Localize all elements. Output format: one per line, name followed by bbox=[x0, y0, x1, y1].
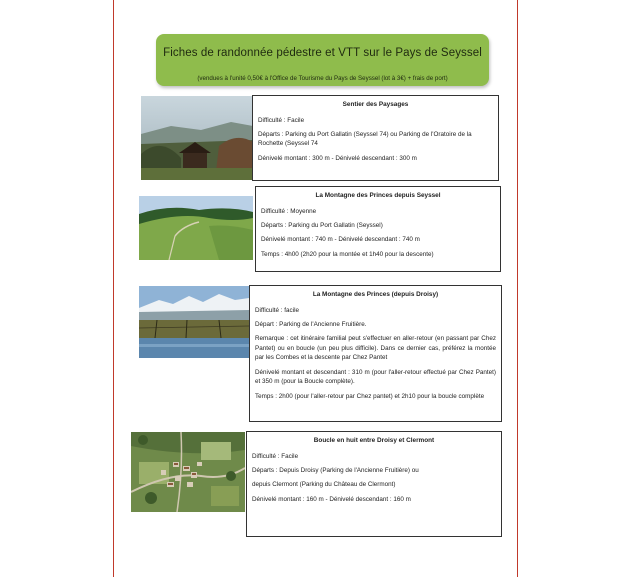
trail-elevation: Dénivelé montant et descendant : 310 m (pour l'aller-retour effectué par Chez Pantet) et 350 m (pour la Boucle complète). bbox=[255, 368, 496, 386]
trail-elevation: Dénivelé montant : 740 m - Dénivelé descendant : 740 m bbox=[261, 236, 420, 244]
trail-photo-princes-seyssel bbox=[139, 196, 253, 260]
trail-departs: Départ : Parking de l'Ancienne Fruitière. bbox=[255, 321, 367, 329]
trail-difficulty: Difficulté : facile bbox=[255, 306, 299, 314]
trail-card-princes-droisy bbox=[249, 285, 502, 422]
trail-card-boucle-huit bbox=[246, 431, 502, 537]
trail-title: La Montagne des Princes (depuis Droisy) bbox=[312, 291, 439, 298]
trail-title: Boucle en huit entre Droisy et Clermont bbox=[313, 437, 435, 444]
trail-time: Temps : 2h00 (pour l'aller-retour par Chez pantet) et 2h10 pour la boucle complète bbox=[255, 392, 485, 400]
trail-photo-princes-droisy bbox=[139, 286, 249, 358]
trail-photo-paysages bbox=[141, 96, 253, 180]
trail-card-princes-seyssel bbox=[255, 186, 501, 272]
banner-subtitle: (vendues à l'unité 0,50€ à l'Office de Tourisme du Pays de Seyssel (lot à 3€) + frais de port) bbox=[197, 75, 448, 82]
document-page bbox=[113, 0, 518, 577]
title-banner bbox=[156, 34, 489, 86]
trail-photo-boucle-huit bbox=[131, 432, 245, 512]
trail-elevation: Dénivelé montant : 160 m - Dénivelé descendant : 160 m bbox=[252, 495, 411, 503]
trail-departs: Départs : Parking du Port Gallatin (Seyssel) bbox=[261, 222, 383, 230]
banner-title: Fiches de randonnée pédestre et VTT sur le Pays de Seyssel bbox=[163, 47, 482, 59]
trail-departs: Départs : Parking du Port Gallatin (Seyssel 74) ou Parking de l'Oratoire de la Rochette (Seyssel 74 bbox=[258, 131, 472, 148]
trail-difficulty: Difficulté : Moyenne bbox=[261, 207, 317, 215]
trail-remark: Remarque : cet itinéraire familial peut s'effectuer en aller-retour (en passant par Chez Pantet) ou en boucle (un peu plus difficile). Dans ce dernier cas, préférez la montée par les Combes et la descente par Chez Pantet bbox=[255, 335, 496, 362]
trail-card-paysages bbox=[252, 95, 499, 181]
trail-difficulty: Difficulté : Facile bbox=[258, 116, 305, 124]
trail-difficulty: Difficulté : Facile bbox=[252, 452, 299, 460]
trail-departs: Départs : Depuis Droisy (Parking de l'Ancienne Fruitière) ou bbox=[252, 467, 419, 475]
trail-departs: depuis Clermont (Parking du Château de Clermont) bbox=[252, 481, 396, 489]
trail-title: La Montagne des Princes depuis Seyssel bbox=[315, 192, 441, 199]
trail-time: Temps : 4h00 (2h20 pour la montée et 1h40 pour la descente) bbox=[261, 250, 434, 258]
trail-elevation: Dénivelé montant : 300 m - Dénivelé descendant : 300 m bbox=[258, 154, 417, 162]
trail-title: Sentier des Paysages bbox=[342, 101, 409, 108]
